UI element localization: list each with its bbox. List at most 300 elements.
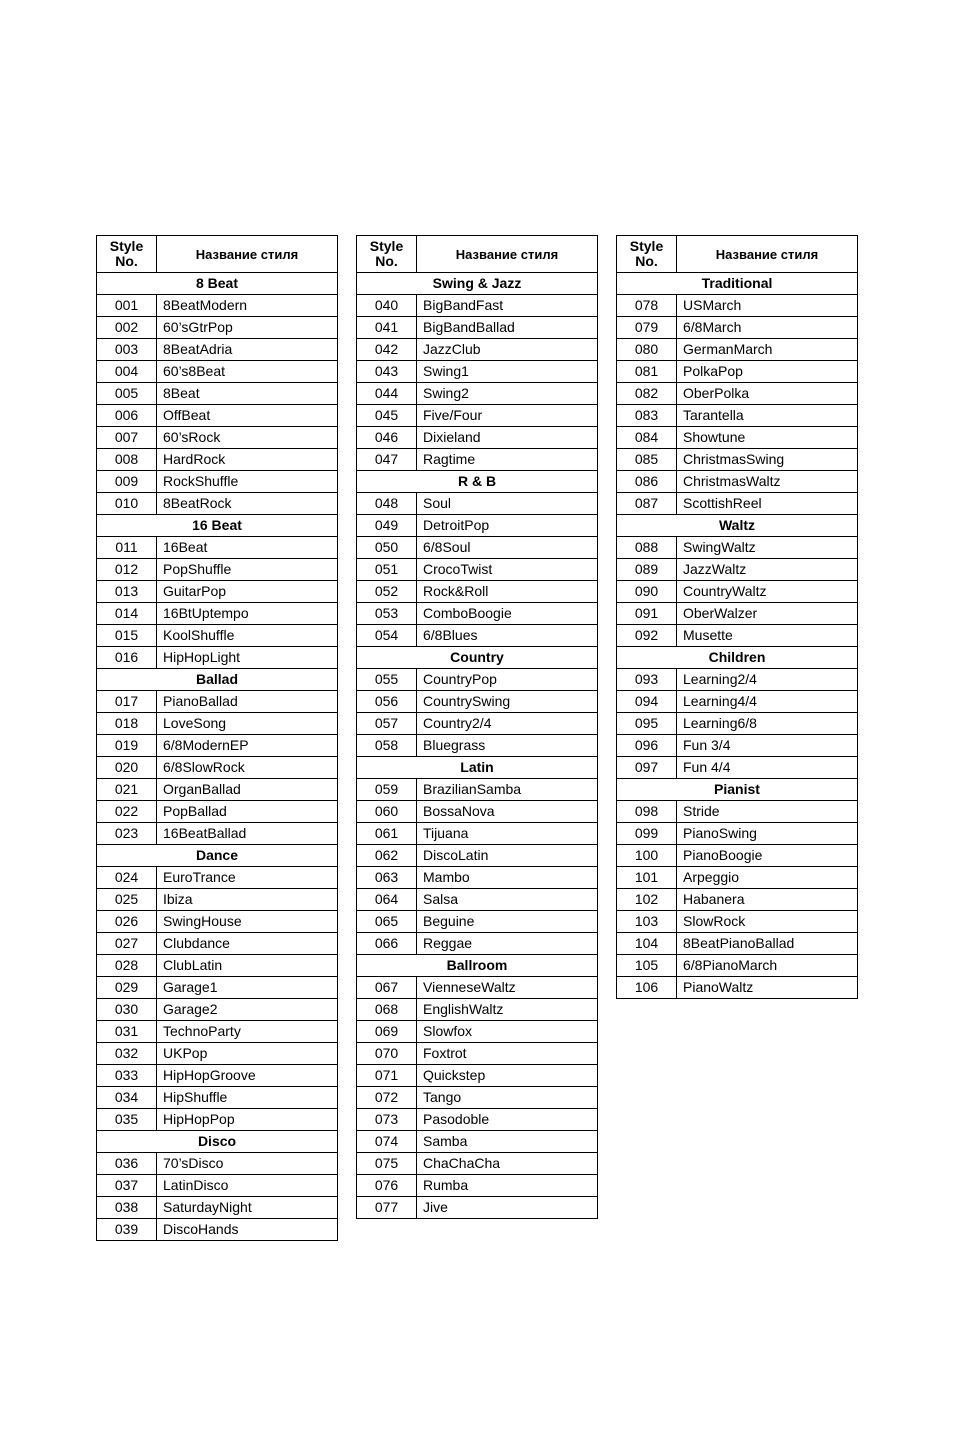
style-name: 60’sGtrPop [157, 317, 338, 339]
style-name: CrocoTwist [417, 559, 598, 581]
style-name: Rock&Roll [417, 581, 598, 603]
style-row [617, 427, 858, 449]
category-title: Ballroom [357, 955, 598, 977]
category-row [97, 845, 338, 867]
style-name: Tijuana [417, 823, 598, 845]
style-name: Jive [417, 1197, 598, 1219]
category-title: Pianist [617, 779, 858, 801]
style-name: Garage1 [157, 977, 338, 999]
style-row [97, 295, 338, 317]
style-number: 078 [617, 295, 677, 317]
style-number: 100 [617, 845, 677, 867]
style-name: CountryPop [417, 669, 598, 691]
style-number: 028 [97, 955, 157, 977]
style-row [357, 449, 598, 471]
style-row [97, 999, 338, 1021]
style-row [357, 933, 598, 955]
style-row [357, 559, 598, 581]
style-row [617, 889, 858, 911]
style-name: 8BeatAdria [157, 339, 338, 361]
style-number: 054 [357, 625, 417, 647]
style-name: Ragtime [417, 449, 598, 471]
style-number: 048 [357, 493, 417, 515]
style-name: BigBandFast [417, 295, 598, 317]
style-number: 050 [357, 537, 417, 559]
category-title: R & B [357, 471, 598, 493]
category-row [357, 647, 598, 669]
style-row [97, 317, 338, 339]
style-row [357, 603, 598, 625]
style-row [617, 823, 858, 845]
style-number: 004 [97, 361, 157, 383]
style-number: 071 [357, 1065, 417, 1087]
style-number: 084 [617, 427, 677, 449]
style-row [617, 383, 858, 405]
style-name: Fun 4/4 [677, 757, 858, 779]
style-number: 063 [357, 867, 417, 889]
style-row [97, 1153, 338, 1175]
category-title: 16 Beat [97, 515, 338, 537]
style-row [97, 1087, 338, 1109]
style-row [357, 1131, 598, 1153]
category-row [97, 515, 338, 537]
style-number: 069 [357, 1021, 417, 1043]
style-no-header-label: Style No. [369, 238, 404, 269]
style-row [97, 691, 338, 713]
style-name-header: Название стиля [677, 236, 858, 273]
style-name: Swing1 [417, 361, 598, 383]
style-row [97, 471, 338, 493]
style-number: 088 [617, 537, 677, 559]
style-row [97, 405, 338, 427]
style-name: PolkaPop [677, 361, 858, 383]
style-table-1 [96, 235, 338, 1241]
style-number: 064 [357, 889, 417, 911]
style-row [97, 559, 338, 581]
style-name: Tarantella [677, 405, 858, 427]
category-row [357, 471, 598, 493]
style-row [357, 779, 598, 801]
style-row [97, 1197, 338, 1219]
style-row [97, 1021, 338, 1043]
style-row [357, 339, 598, 361]
style-number: 019 [97, 735, 157, 757]
style-row [357, 625, 598, 647]
style-name: Habanera [677, 889, 858, 911]
category-row [97, 1131, 338, 1153]
style-no-header [357, 236, 417, 273]
style-number: 046 [357, 427, 417, 449]
category-title: Swing & Jazz [357, 273, 598, 295]
style-number: 080 [617, 339, 677, 361]
style-name: Dixieland [417, 427, 598, 449]
style-number: 073 [357, 1109, 417, 1131]
style-number: 024 [97, 867, 157, 889]
style-number: 095 [617, 713, 677, 735]
style-name: CountryWaltz [677, 581, 858, 603]
style-number: 023 [97, 823, 157, 845]
style-name: Fun 3/4 [677, 735, 858, 757]
style-row [357, 999, 598, 1021]
style-name: PianoBallad [157, 691, 338, 713]
style-name: Soul [417, 493, 598, 515]
style-name: TechnoParty [157, 1021, 338, 1043]
style-row [357, 911, 598, 933]
style-row [97, 1219, 338, 1241]
style-row [617, 339, 858, 361]
style-number: 089 [617, 559, 677, 581]
style-number: 012 [97, 559, 157, 581]
style-name: SwingWaltz [677, 537, 858, 559]
style-name: HipHopLight [157, 647, 338, 669]
style-row [617, 933, 858, 955]
style-row [617, 603, 858, 625]
style-row [97, 955, 338, 977]
style-number: 059 [357, 779, 417, 801]
style-name: Ibiza [157, 889, 338, 911]
style-row [357, 317, 598, 339]
style-row [357, 493, 598, 515]
style-row [97, 537, 338, 559]
style-name: Five/Four [417, 405, 598, 427]
style-number: 022 [97, 801, 157, 823]
style-number: 082 [617, 383, 677, 405]
style-row [97, 581, 338, 603]
style-number: 025 [97, 889, 157, 911]
style-number: 015 [97, 625, 157, 647]
style-number: 090 [617, 581, 677, 603]
style-number: 055 [357, 669, 417, 691]
style-name: 6/8PianoMarch [677, 955, 858, 977]
style-name: ChristmasSwing [677, 449, 858, 471]
style-number: 006 [97, 405, 157, 427]
style-number: 026 [97, 911, 157, 933]
category-row [357, 757, 598, 779]
style-name: OberWalzer [677, 603, 858, 625]
style-name: Learning4/4 [677, 691, 858, 713]
style-name: UKPop [157, 1043, 338, 1065]
style-name: Learning6/8 [677, 713, 858, 735]
style-name: 60’sRock [157, 427, 338, 449]
style-name: Tango [417, 1087, 598, 1109]
style-number: 011 [97, 537, 157, 559]
style-name: BigBandBallad [417, 317, 598, 339]
style-number: 041 [357, 317, 417, 339]
style-number: 057 [357, 713, 417, 735]
style-row [617, 317, 858, 339]
category-row [617, 779, 858, 801]
style-number: 001 [97, 295, 157, 317]
style-number: 068 [357, 999, 417, 1021]
style-name: ClubLatin [157, 955, 338, 977]
style-name: Stride [677, 801, 858, 823]
style-number: 052 [357, 581, 417, 603]
style-row [97, 735, 338, 757]
style-row [97, 977, 338, 999]
style-row [357, 361, 598, 383]
style-number: 086 [617, 471, 677, 493]
style-number: 098 [617, 801, 677, 823]
style-number: 065 [357, 911, 417, 933]
style-number: 106 [617, 977, 677, 999]
style-number: 105 [617, 955, 677, 977]
style-name: HipShuffle [157, 1087, 338, 1109]
style-row [617, 581, 858, 603]
style-number: 007 [97, 427, 157, 449]
style-number: 093 [617, 669, 677, 691]
style-row [617, 669, 858, 691]
style-name: ChristmasWaltz [677, 471, 858, 493]
category-title: Children [617, 647, 858, 669]
style-number: 031 [97, 1021, 157, 1043]
style-name: Pasodoble [417, 1109, 598, 1131]
style-name: DiscoHands [157, 1219, 338, 1241]
style-number: 005 [97, 383, 157, 405]
style-name: BrazilianSamba [417, 779, 598, 801]
style-name: SwingHouse [157, 911, 338, 933]
style-row [357, 1087, 598, 1109]
style-row [617, 295, 858, 317]
style-row [357, 867, 598, 889]
style-row [357, 735, 598, 757]
style-name: EnglishWaltz [417, 999, 598, 1021]
style-row [357, 691, 598, 713]
style-number: 045 [357, 405, 417, 427]
style-name: PianoWaltz [677, 977, 858, 999]
style-row [357, 515, 598, 537]
style-name: OffBeat [157, 405, 338, 427]
style-number: 040 [357, 295, 417, 317]
style-name: 6/8SlowRock [157, 757, 338, 779]
style-number: 032 [97, 1043, 157, 1065]
style-number: 027 [97, 933, 157, 955]
style-number: 042 [357, 339, 417, 361]
style-row [357, 669, 598, 691]
category-row [97, 273, 338, 295]
style-number: 016 [97, 647, 157, 669]
category-title: Traditional [617, 273, 858, 295]
style-row [357, 889, 598, 911]
style-no-header-label: Style No. [629, 238, 664, 269]
style-name: Swing2 [417, 383, 598, 405]
style-row [357, 977, 598, 999]
style-name: Foxtrot [417, 1043, 598, 1065]
style-name: PopShuffle [157, 559, 338, 581]
style-number: 020 [97, 757, 157, 779]
style-name: Musette [677, 625, 858, 647]
style-row [97, 427, 338, 449]
style-number: 104 [617, 933, 677, 955]
style-name: SlowRock [677, 911, 858, 933]
style-number: 060 [357, 801, 417, 823]
style-row [357, 1175, 598, 1197]
style-number: 018 [97, 713, 157, 735]
style-row [617, 867, 858, 889]
style-number: 085 [617, 449, 677, 471]
category-title: Latin [357, 757, 598, 779]
style-row [357, 1153, 598, 1175]
style-number: 043 [357, 361, 417, 383]
style-row [357, 713, 598, 735]
style-name: 60’s8Beat [157, 361, 338, 383]
style-number: 072 [357, 1087, 417, 1109]
style-name: DetroitPop [417, 515, 598, 537]
style-number: 094 [617, 691, 677, 713]
style-row [97, 647, 338, 669]
style-name: RockShuffle [157, 471, 338, 493]
style-name: JazzWaltz [677, 559, 858, 581]
style-name: 16BeatBallad [157, 823, 338, 845]
style-name: Bluegrass [417, 735, 598, 757]
style-number: 039 [97, 1219, 157, 1241]
style-row [617, 471, 858, 493]
style-no-header-label: Style No. [109, 238, 144, 269]
style-row [357, 427, 598, 449]
style-row [97, 801, 338, 823]
style-number: 029 [97, 977, 157, 999]
category-title: Disco [97, 1131, 338, 1153]
style-row [617, 537, 858, 559]
style-name: HipHopGroove [157, 1065, 338, 1087]
style-name: 16BtUptempo [157, 603, 338, 625]
style-name: ChaChaCha [417, 1153, 598, 1175]
style-row [357, 1065, 598, 1087]
style-name: EuroTrance [157, 867, 338, 889]
style-number: 003 [97, 339, 157, 361]
style-number: 081 [617, 361, 677, 383]
style-row [617, 405, 858, 427]
style-row [617, 559, 858, 581]
style-row [97, 889, 338, 911]
style-row [97, 933, 338, 955]
style-row [357, 845, 598, 867]
style-name: Country2/4 [417, 713, 598, 735]
style-number: 066 [357, 933, 417, 955]
style-number: 101 [617, 867, 677, 889]
style-name: Mambo [417, 867, 598, 889]
style-name: ComboBoogie [417, 603, 598, 625]
style-number: 102 [617, 889, 677, 911]
style-number: 002 [97, 317, 157, 339]
style-row [617, 449, 858, 471]
style-number: 070 [357, 1043, 417, 1065]
style-row [617, 625, 858, 647]
style-row [97, 779, 338, 801]
style-row [97, 625, 338, 647]
style-number: 010 [97, 493, 157, 515]
style-name: GermanMarch [677, 339, 858, 361]
style-name: Slowfox [417, 1021, 598, 1043]
style-name: PianoSwing [677, 823, 858, 845]
style-number: 091 [617, 603, 677, 625]
style-name: Learning2/4 [677, 669, 858, 691]
style-row [357, 537, 598, 559]
style-row [617, 845, 858, 867]
style-name: DiscoLatin [417, 845, 598, 867]
category-row [357, 955, 598, 977]
style-number: 035 [97, 1109, 157, 1131]
style-number: 067 [357, 977, 417, 999]
style-number: 037 [97, 1175, 157, 1197]
style-name: 16Beat [157, 537, 338, 559]
style-row [617, 713, 858, 735]
style-number: 079 [617, 317, 677, 339]
style-number: 058 [357, 735, 417, 757]
style-number: 036 [97, 1153, 157, 1175]
style-name: 70’sDisco [157, 1153, 338, 1175]
style-name: 8Beat [157, 383, 338, 405]
style-row [357, 581, 598, 603]
style-name: BossaNova [417, 801, 598, 823]
style-row [97, 713, 338, 735]
style-name: 6/8Soul [417, 537, 598, 559]
style-name: LatinDisco [157, 1175, 338, 1197]
style-name: PopBallad [157, 801, 338, 823]
style-number: 062 [357, 845, 417, 867]
style-no-header [97, 236, 157, 273]
style-row [97, 823, 338, 845]
category-row [617, 647, 858, 669]
style-row [617, 977, 858, 999]
style-name-header: Название стиля [417, 236, 598, 273]
category-row [617, 515, 858, 537]
category-title: Country [357, 647, 598, 669]
style-number: 021 [97, 779, 157, 801]
style-number: 083 [617, 405, 677, 427]
style-name: HipHopPop [157, 1109, 338, 1131]
style-row [617, 801, 858, 823]
style-row [97, 1175, 338, 1197]
style-number: 099 [617, 823, 677, 845]
style-name: SaturdayNight [157, 1197, 338, 1219]
style-row [97, 361, 338, 383]
style-name: USMarch [677, 295, 858, 317]
style-row [617, 955, 858, 977]
style-row [357, 1043, 598, 1065]
style-name: Garage2 [157, 999, 338, 1021]
style-number: 017 [97, 691, 157, 713]
style-table-2 [356, 235, 598, 1219]
style-name: Quickstep [417, 1065, 598, 1087]
style-no-header [617, 236, 677, 273]
style-name: Showtune [677, 427, 858, 449]
style-number: 053 [357, 603, 417, 625]
style-row [617, 691, 858, 713]
style-row [617, 757, 858, 779]
style-row [97, 493, 338, 515]
style-row [617, 361, 858, 383]
style-name: VienneseWaltz [417, 977, 598, 999]
style-number: 103 [617, 911, 677, 933]
style-row [97, 1043, 338, 1065]
style-number: 049 [357, 515, 417, 537]
style-name: KoolShuffle [157, 625, 338, 647]
style-name: OberPolka [677, 383, 858, 405]
category-title: Waltz [617, 515, 858, 537]
style-number: 061 [357, 823, 417, 845]
style-name: Rumba [417, 1175, 598, 1197]
style-number: 034 [97, 1087, 157, 1109]
style-row [357, 801, 598, 823]
style-row [357, 383, 598, 405]
style-number: 014 [97, 603, 157, 625]
style-number: 013 [97, 581, 157, 603]
style-number: 077 [357, 1197, 417, 1219]
style-name: GuitarPop [157, 581, 338, 603]
style-name-header: Название стиля [157, 236, 338, 273]
category-title: Dance [97, 845, 338, 867]
style-row [97, 867, 338, 889]
